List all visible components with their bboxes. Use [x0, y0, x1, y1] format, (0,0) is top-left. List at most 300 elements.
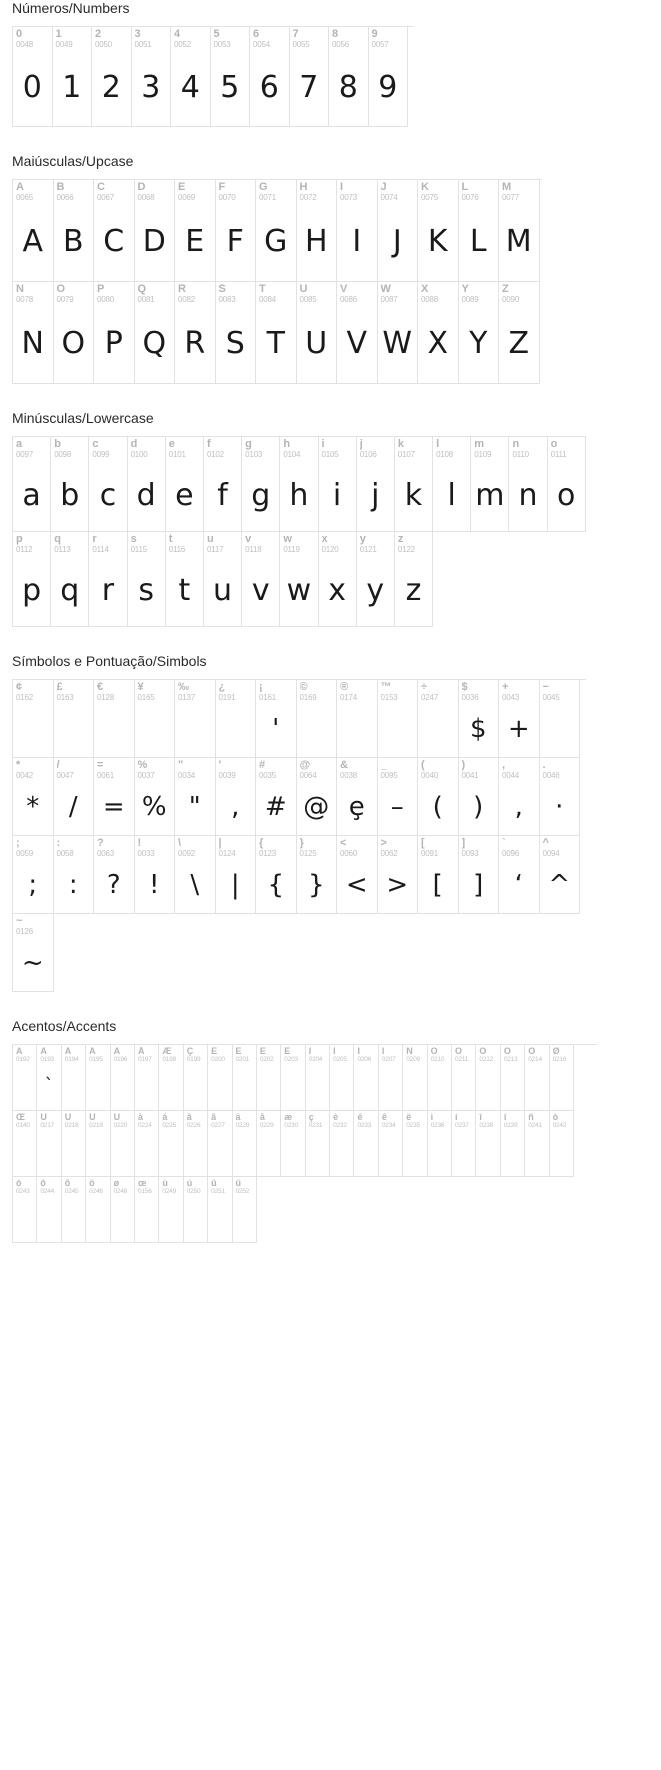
- glyph-cell[interactable]: [13, 758, 54, 836]
- glyph-cell[interactable]: [548, 437, 586, 532]
- glyph-meta: [319, 437, 356, 459]
- glyph-meta: [208, 1111, 231, 1130]
- glyph-cell[interactable]: [499, 758, 540, 836]
- glyph-char-label: Ò: [430, 1047, 438, 1056]
- glyph-cell[interactable]: [242, 532, 280, 627]
- glyph-cell[interactable]: [184, 1177, 208, 1243]
- glyph-cell[interactable]: [281, 1045, 305, 1111]
- glyph-cell[interactable]: [13, 437, 51, 532]
- glyph-cell[interactable]: [379, 1045, 403, 1111]
- glyph-cell[interactable]: [184, 1111, 208, 1177]
- glyph-cell[interactable]: [509, 437, 547, 532]
- glyph-cell[interactable]: [233, 1111, 257, 1177]
- glyph-code-label: 0153: [380, 693, 398, 702]
- glyph-cell[interactable]: [256, 180, 297, 282]
- glyph-cell[interactable]: [175, 836, 216, 914]
- glyph-char-label: _: [380, 760, 387, 771]
- glyph-cell[interactable]: [256, 680, 297, 758]
- glyph-code-label: 0091: [421, 849, 438, 858]
- glyph-char-label: 7: [292, 29, 299, 40]
- section-title: Maiúsculas/Upcase: [12, 153, 134, 169]
- glyph-meta: [395, 437, 432, 459]
- glyph-meta: [184, 1045, 207, 1064]
- glyph-meta: [175, 180, 215, 202]
- glyph-meta: [135, 180, 175, 202]
- glyph-char-label: P: [97, 284, 105, 295]
- glyph-char-label: Ø: [552, 1047, 560, 1056]
- glyph-cell[interactable]: [62, 1177, 86, 1243]
- glyph-char-label: *: [16, 760, 21, 771]
- glyph-cell[interactable]: [476, 1045, 500, 1111]
- glyph-cell[interactable]: [54, 282, 95, 384]
- glyph-cell[interactable]: [135, 1111, 159, 1177]
- glyph-cell[interactable]: [297, 758, 338, 836]
- glyph-char-label: 0: [16, 29, 23, 40]
- glyph-code-label: 0100: [130, 450, 148, 459]
- glyph-code-label: 0060: [340, 849, 357, 858]
- glyph-meta: [208, 1045, 231, 1064]
- glyph-preview: [135, 1064, 158, 1108]
- glyph-cell[interactable]: [175, 180, 216, 282]
- glyph-code-label: 0071: [259, 193, 276, 202]
- glyph-cell[interactable]: [208, 1177, 232, 1243]
- glyph-meta: [403, 1111, 426, 1130]
- glyph-cell[interactable]: [250, 27, 290, 127]
- glyph-cell[interactable]: [281, 1111, 305, 1177]
- glyph-code-label: 0045: [542, 693, 560, 702]
- glyph-cell[interactable]: [13, 680, 54, 758]
- glyph-cell[interactable]: [476, 1111, 500, 1177]
- glyph-meta: [433, 437, 470, 459]
- glyph-cell[interactable]: [452, 1111, 476, 1177]
- glyph-char-label: H: [299, 182, 308, 193]
- glyph-preview: [354, 1064, 377, 1108]
- glyph-meta: [86, 1045, 109, 1064]
- glyph-cell[interactable]: [256, 758, 297, 836]
- glyph-preview: [: [432, 870, 443, 900]
- glyph-preview: [337, 702, 377, 756]
- glyph-cell[interactable]: [280, 532, 318, 627]
- glyph-cell[interactable]: [428, 1045, 452, 1111]
- glyph-cell[interactable]: [297, 180, 338, 282]
- glyph-cell[interactable]: [433, 437, 471, 532]
- glyph-cell[interactable]: [459, 836, 500, 914]
- glyph-cell[interactable]: [337, 282, 378, 384]
- glyph-cell[interactable]: [378, 836, 419, 914]
- glyph-meta: [297, 282, 337, 304]
- glyph-cell[interactable]: [86, 1177, 110, 1243]
- glyph-code-label: 0112: [16, 545, 33, 554]
- glyph-cell[interactable]: [418, 758, 459, 836]
- glyph-char-label: r: [92, 534, 97, 545]
- glyph-char-label: 9: [371, 29, 378, 40]
- glyph-cell[interactable]: [297, 836, 338, 914]
- glyph-cell[interactable]: [428, 1111, 452, 1177]
- glyph-preview: ,: [231, 792, 240, 822]
- glyph-char-label: O: [56, 284, 66, 295]
- glyph-cell[interactable]: [37, 1045, 61, 1111]
- glyph-cell[interactable]: [354, 1045, 378, 1111]
- glyph-preview: [208, 1064, 231, 1108]
- glyph-meta: [135, 836, 175, 858]
- glyph-cell[interactable]: [499, 180, 540, 282]
- glyph-code-label: 0039: [218, 771, 236, 780]
- glyph-cell[interactable]: [550, 1111, 574, 1177]
- glyph-cell[interactable]: [329, 27, 369, 127]
- glyph-cell[interactable]: [216, 180, 257, 282]
- glyph-code-label: 0219: [89, 1122, 103, 1129]
- glyph-cell[interactable]: [128, 437, 166, 532]
- glyph-meta: [379, 1111, 402, 1130]
- glyph-preview: ?: [106, 870, 121, 900]
- glyph-preview: l: [447, 477, 456, 513]
- glyph-cell[interactable]: [337, 680, 378, 758]
- glyph-preview: 5: [220, 69, 240, 105]
- glyph-meta: [216, 680, 256, 702]
- glyph-cell[interactable]: [208, 1045, 232, 1111]
- glyph-cell[interactable]: [280, 437, 318, 532]
- glyph-cell[interactable]: [378, 180, 419, 282]
- glyph-meta: [111, 1177, 134, 1196]
- glyph-cell[interactable]: [94, 680, 135, 758]
- glyph-cell[interactable]: [37, 1177, 61, 1243]
- glyph-char-label: −: [542, 682, 549, 693]
- glyph-cell[interactable]: [369, 27, 409, 127]
- glyph-cell[interactable]: [135, 758, 176, 836]
- glyph-grid: [12, 179, 542, 384]
- glyph-code-label: 0163: [56, 693, 74, 702]
- glyph-cell[interactable]: [51, 437, 89, 532]
- glyph-cell[interactable]: [378, 282, 419, 384]
- glyph-cell[interactable]: [171, 27, 211, 127]
- glyph-cell[interactable]: [13, 180, 54, 282]
- glyph-char-label: ;: [16, 838, 20, 849]
- glyph-code-label: 0050: [95, 40, 112, 49]
- glyph-char-label: 4: [174, 29, 181, 40]
- glyph-meta: [204, 437, 241, 459]
- glyph-char-label: X: [421, 284, 429, 295]
- glyph-cell[interactable]: [159, 1045, 183, 1111]
- glyph-cell[interactable]: [297, 680, 338, 758]
- glyph-cell[interactable]: [211, 27, 251, 127]
- glyph-char-label: 5: [213, 29, 220, 40]
- glyph-code-label: 0109: [474, 450, 492, 459]
- glyph-char-label: Ï: [381, 1047, 385, 1056]
- glyph-cell[interactable]: [501, 1111, 525, 1177]
- glyph-meta: [216, 836, 256, 858]
- glyph-cell[interactable]: [94, 836, 135, 914]
- glyph-meta: [54, 758, 94, 780]
- glyph-preview: [330, 1130, 353, 1174]
- glyph-cell[interactable]: [216, 758, 257, 836]
- glyph-preview: [62, 1196, 85, 1240]
- glyph-cell[interactable]: [89, 437, 127, 532]
- glyph-code-label: 0107: [397, 450, 415, 459]
- glyph-cell[interactable]: [330, 1111, 354, 1177]
- glyph-cell[interactable]: [257, 1111, 281, 1177]
- glyph-preview: n: [518, 477, 538, 513]
- glyph-cell[interactable]: [135, 680, 176, 758]
- glyph-cell[interactable]: [395, 437, 433, 532]
- glyph-cell[interactable]: [128, 532, 166, 627]
- glyph-preview: v: [251, 572, 270, 608]
- glyph-code-label: 0086: [340, 295, 357, 304]
- glyph-meta: [171, 27, 210, 49]
- glyph-cell[interactable]: [13, 1177, 37, 1243]
- glyph-cell[interactable]: [354, 1111, 378, 1177]
- glyph-cell[interactable]: [135, 1177, 159, 1243]
- glyph-cell[interactable]: [501, 1045, 525, 1111]
- glyph-code-label: 0216: [552, 1056, 567, 1063]
- glyph-code-label: 0252: [235, 1188, 250, 1195]
- glyph-code-label: 0033: [137, 849, 155, 858]
- glyph-cell[interactable]: [357, 437, 395, 532]
- glyph-preview: 3: [141, 69, 161, 105]
- glyph-cell[interactable]: [418, 680, 459, 758]
- glyph-cell[interactable]: [233, 1045, 257, 1111]
- glyph-preview: `: [44, 1075, 54, 1096]
- glyph-meta: [175, 758, 215, 780]
- glyph-char-label: S: [218, 284, 226, 295]
- glyph-cell[interactable]: [94, 180, 135, 282]
- glyph-cell[interactable]: [233, 1177, 257, 1243]
- glyph-code-label: 0229: [259, 1122, 274, 1129]
- glyph-cell[interactable]: [357, 532, 395, 627]
- glyph-meta: [297, 758, 337, 780]
- glyph-cell[interactable]: [379, 1111, 403, 1177]
- glyph-code-label: 0196: [113, 1056, 128, 1063]
- glyph-cell[interactable]: [13, 282, 54, 384]
- glyph-cell[interactable]: [540, 758, 581, 836]
- glyph-cell[interactable]: [306, 1045, 330, 1111]
- glyph-cell[interactable]: [242, 437, 280, 532]
- glyph-char-label: !: [137, 838, 142, 849]
- glyph-code-label: 0238: [479, 1122, 494, 1129]
- glyph-cell[interactable]: [37, 1111, 61, 1177]
- glyph-cell[interactable]: [13, 1111, 37, 1177]
- glyph-cell[interactable]: [403, 1111, 427, 1177]
- glyph-cell[interactable]: [94, 282, 135, 384]
- glyph-cell[interactable]: [51, 532, 89, 627]
- glyph-cell[interactable]: [216, 836, 257, 914]
- glyph-cell[interactable]: [471, 437, 509, 532]
- glyph-cell[interactable]: [13, 914, 54, 992]
- glyph-code-label: 0047: [56, 771, 74, 780]
- glyph-cell[interactable]: [540, 836, 581, 914]
- glyph-cell[interactable]: [54, 680, 95, 758]
- glyph-char-label: p: [16, 534, 23, 545]
- glyph-code-label: 0065: [16, 193, 33, 202]
- glyph-cell[interactable]: [459, 180, 500, 282]
- glyph-cell[interactable]: [159, 1177, 183, 1243]
- glyph-meta: [13, 282, 53, 304]
- glyph-char-label: M: [502, 182, 512, 193]
- glyph-cell[interactable]: [395, 532, 433, 627]
- glyph-meta: [37, 1177, 60, 1196]
- glyph-preview: [297, 702, 337, 756]
- glyph-code-label: 0085: [299, 295, 317, 304]
- glyph-code-label: 0110: [512, 450, 529, 459]
- glyph-cell[interactable]: [499, 282, 540, 384]
- glyph-cell[interactable]: [418, 836, 459, 914]
- glyph-cell[interactable]: [306, 1111, 330, 1177]
- glyph-cell[interactable]: [53, 27, 93, 127]
- glyph-code-label: 0057: [371, 40, 389, 49]
- glyph-cell[interactable]: [111, 1045, 135, 1111]
- glyph-cell[interactable]: [330, 1045, 354, 1111]
- glyph-char-label: V: [340, 284, 348, 295]
- glyph-cell[interactable]: [135, 1045, 159, 1111]
- glyph-cell[interactable]: [216, 282, 257, 384]
- glyph-cell[interactable]: [418, 282, 459, 384]
- glyph-meta: [13, 532, 50, 554]
- glyph-cell[interactable]: [499, 836, 540, 914]
- glyph-preview: B: [62, 223, 84, 259]
- glyph-char-label: À: [16, 1047, 23, 1056]
- glyph-code-label: 0051: [134, 40, 152, 49]
- glyph-cell[interactable]: [256, 836, 297, 914]
- glyph-code-label: 0194: [64, 1056, 79, 1063]
- glyph-preview: :: [68, 870, 78, 900]
- glyph-cell[interactable]: [92, 27, 132, 127]
- glyph-char-label: G: [259, 182, 268, 193]
- glyph-preview: [111, 1064, 134, 1108]
- glyph-cell[interactable]: [166, 437, 204, 532]
- glyph-meta: [428, 1045, 451, 1064]
- glyph-cell[interactable]: [54, 836, 95, 914]
- glyph-preview: d: [136, 477, 156, 513]
- glyph-meta: [62, 1111, 85, 1130]
- glyph-cell[interactable]: [175, 282, 216, 384]
- glyph-cell[interactable]: [89, 532, 127, 627]
- glyph-cell[interactable]: [418, 180, 459, 282]
- glyph-char-label: +: [502, 682, 509, 693]
- glyph-cell[interactable]: [62, 1111, 86, 1177]
- glyph-cell[interactable]: [132, 27, 172, 127]
- glyph-cell[interactable]: [111, 1177, 135, 1243]
- glyph-code-label: 0036: [461, 693, 479, 702]
- glyph-cell[interactable]: [525, 1111, 549, 1177]
- glyph-char-label: Ô: [479, 1047, 487, 1056]
- glyph-meta: [319, 532, 356, 554]
- glyph-char-label: T: [259, 284, 266, 295]
- glyph-cell[interactable]: [135, 282, 176, 384]
- glyph-char-label: ï: [503, 1113, 507, 1122]
- glyph-preview: [86, 1064, 109, 1108]
- glyph-code-label: 0137: [178, 693, 195, 702]
- glyph-cell[interactable]: [54, 758, 95, 836]
- glyph-preview: S: [225, 325, 245, 361]
- glyph-char-label: 6: [253, 29, 260, 40]
- glyph-code-label: 0245: [64, 1188, 79, 1195]
- glyph-cell[interactable]: [175, 680, 216, 758]
- glyph-preview: h: [289, 477, 309, 513]
- glyph-cell[interactable]: [337, 758, 378, 836]
- glyph-meta: [175, 282, 215, 304]
- glyph-meta: [297, 180, 337, 202]
- glyph-cell[interactable]: [13, 836, 54, 914]
- glyph-meta: [452, 1111, 475, 1130]
- glyph-cell[interactable]: [204, 437, 242, 532]
- glyph-preview: p: [22, 572, 42, 608]
- glyph-cell[interactable]: [135, 836, 176, 914]
- glyph-char-label: €: [97, 682, 104, 693]
- glyph-preview: 8: [338, 69, 358, 105]
- glyph-char-label: x: [321, 534, 328, 545]
- glyph-cell[interactable]: [290, 27, 330, 127]
- glyph-cell[interactable]: [13, 1045, 37, 1111]
- glyph-cell[interactable]: [256, 282, 297, 384]
- glyph-cell[interactable]: [337, 180, 378, 282]
- glyph-code-label: 0090: [502, 295, 519, 304]
- glyph-cell[interactable]: [319, 532, 357, 627]
- glyph-code-label: 0034: [178, 771, 195, 780]
- glyph-cell[interactable]: [452, 1045, 476, 1111]
- glyph-cell[interactable]: [459, 680, 500, 758]
- section-title: Números/Numbers: [12, 0, 130, 16]
- glyph-cell[interactable]: [378, 680, 419, 758]
- glyph-meta: [369, 27, 408, 49]
- glyph-cell[interactable]: [216, 680, 257, 758]
- glyph-cell[interactable]: [86, 1045, 110, 1111]
- glyph-cell[interactable]: [403, 1045, 427, 1111]
- glyph-code-label: 0205: [333, 1056, 347, 1063]
- glyph-cell[interactable]: [135, 180, 176, 282]
- glyph-cell[interactable]: [540, 680, 581, 758]
- glyph-meta: [452, 1045, 475, 1064]
- glyph-code-label: 0224: [137, 1122, 152, 1129]
- glyph-cell[interactable]: [111, 1111, 135, 1177]
- glyph-char-label: J: [380, 182, 387, 193]
- glyph-cell[interactable]: [94, 758, 135, 836]
- glyph-cell[interactable]: [62, 1045, 86, 1111]
- glyph-preview: [540, 702, 580, 756]
- glyph-cell[interactable]: [378, 758, 419, 836]
- glyph-cell[interactable]: [525, 1045, 549, 1111]
- glyph-code-label: 0069: [178, 193, 195, 202]
- glyph-meta: [501, 1045, 524, 1064]
- glyph-code-label: 0116: [168, 545, 186, 554]
- glyph-cell[interactable]: [184, 1045, 208, 1111]
- glyph-code-label: 0062: [380, 849, 398, 858]
- glyph-cell[interactable]: [319, 437, 357, 532]
- glyph-cell[interactable]: [337, 836, 378, 914]
- glyph-preview: [111, 1196, 134, 1240]
- glyph-cell[interactable]: [257, 1045, 281, 1111]
- glyph-cell[interactable]: [499, 680, 540, 758]
- glyph-cell[interactable]: [204, 532, 242, 627]
- glyph-cell[interactable]: [13, 532, 51, 627]
- glyph-char-label: w: [283, 534, 292, 545]
- glyph-cell[interactable]: [208, 1111, 232, 1177]
- glyph-cell[interactable]: [459, 758, 500, 836]
- glyph-cell[interactable]: [86, 1111, 110, 1177]
- glyph-preview: M: [505, 223, 532, 259]
- glyph-meta: [135, 1111, 158, 1130]
- glyph-code-label: 0073: [340, 193, 357, 202]
- glyph-cell[interactable]: [297, 282, 338, 384]
- glyph-code-label: 0201: [235, 1056, 250, 1063]
- glyph-cell[interactable]: [13, 27, 53, 127]
- glyph-cell[interactable]: [159, 1111, 183, 1177]
- glyph-cell[interactable]: [459, 282, 500, 384]
- glyph-meta: [290, 27, 329, 49]
- glyph-meta: [128, 437, 165, 459]
- glyph-cell[interactable]: [550, 1045, 574, 1111]
- glyph-cell[interactable]: [175, 758, 216, 836]
- glyph-cell[interactable]: [54, 180, 95, 282]
- glyph-cell[interactable]: [166, 532, 204, 627]
